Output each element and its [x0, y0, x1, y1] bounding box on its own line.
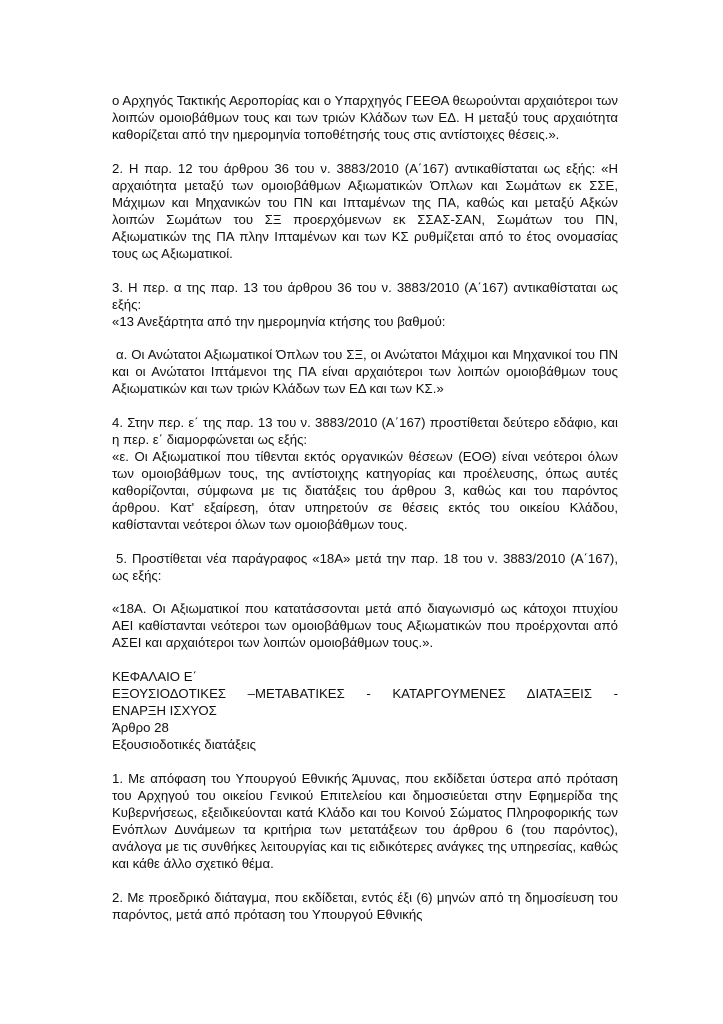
article-28-paragraph-2: 2. Με προεδρικό διάταγμα, που εκδίδεται, εντός έξι (6) μηνών από τη δημοσίευση του παρόντος, μετά από πρόταση του Υπουργού Εθνικής — [112, 890, 618, 922]
paragraph-continuation: ο Αρχηγός Τακτικής Αεροπορίας και ο Υπαρχηγός ΓΕΕΘΑ θεωρούνται αρχαιότεροι των λοιπών ομοιοβάθμων τους και των τριών Κλάδων των ΕΔ. Η μεταξύ τους αρχαιότητα καθορίζεται από την ημερομηνία τοποθέτησής τους στις αντίστοιχες θέσεις.». — [112, 93, 618, 142]
paragraph-5-intro: 5. Προστίθεται νέα παράγραφος «18Α» μετά την παρ. 18 του ν. 3883/2010 (Α΄167), ως εξής: — [112, 551, 618, 583]
article-number: Άρθρο 28 — [112, 720, 169, 735]
paragraph-3-quote-start: «13 Ανεξάρτητα από την ημερομηνία κτήσης του βαθμού: — [112, 314, 446, 329]
paragraph-5-item-18a: «18Α. Οι Αξιωματικοί που κατατάσσονται μετά από διαγωνισμό ως κάτοχοι πτυχίου ΑΕΙ καθίστανται νεότεροι των ομοιοβάθμων τους Αξιωματικών που προέρχονται από ΑΣΕΙ και αρχαιότεροι των λοιπών ομοιοβάθμων τους.». — [112, 601, 618, 650]
article-title: Εξουσιοδοτικές διατάξεις — [112, 737, 257, 752]
chapter-label: ΚΕΦΑΛΑΙΟ Ε΄ — [112, 669, 197, 684]
paragraph-4-block — [112, 414, 618, 533]
document-body — [112, 92, 618, 923]
paragraph-3-item-a: α. Οι Ανώτατοι Αξιωματικοί Όπλων του ΣΞ, οι Ανώτατοι Μάχιμοι και Μηχανικοί του ΠΝ και οι Ανώτατοι Ιπτάμενοι της ΠΑ είναι αρχαιότεροι των λοιπών ομοιοβάθμων τους Αξιωματικών και των τριών Κλάδων των ΕΔ και των ΚΣ.» — [112, 347, 618, 396]
paragraph-3-intro: 3. Η περ. α της παρ. 13 του άρθρου 36 του ν. 3883/2010 (Α΄167) αντικαθίσταται ως εξής: — [112, 280, 618, 312]
paragraph-5-block — [112, 550, 618, 651]
chapter-title-line-2: ΕΝΑΡΞΗ ΙΣΧΥΟΣ — [112, 703, 217, 718]
paragraph-3-block — [112, 279, 618, 397]
chapter-title-line-1: ΕΞΟΥΣΙΟΔΟΤΙΚΕΣ –ΜΕΤΑΒΑΤΙΚΕΣ - ΚΑΤΑΡΓΟΥΜΕΝΕΣ ΔΙΑΤΑΞΕΙΣ - — [112, 686, 618, 701]
chapter-heading — [112, 668, 618, 753]
paragraph-2: 2. Η παρ. 12 του άρθρου 36 του ν. 3883/2010 (Α΄167) αντικαθίσταται ως εξής: «Η αρχαιότητα μεταξύ των ομοιοβάθμων Αξιωματικών Όπλων και Σωμάτων εκ ΣΣΕ, Μάχιμων και Μηχανικών του ΠΝ και Ιπταμένων της ΠΑ, καθώς και μεταξύ Αξκών λοιπών Σωμάτων του ΣΞ προερχόμενων εκ ΣΣΑΣ-ΣΑΝ, Σωμάτων του ΠΝ, Αξιωματικών της ΠΑ πλην Ιπταμένων και των ΚΣ ρυθμίζεται από το έτος ονομασίας τους ως Αξιωματικοί. — [112, 161, 618, 261]
paragraph-4-intro: 4. Στην περ. ε΄ της παρ. 13 του ν. 3883/2010 (Α΄167) προστίθεται δεύτερο εδάφιο, και η περ. ε΄ διαμορφώνεται ως εξής: — [112, 415, 618, 447]
article-28-paragraph-1: 1. Με απόφαση του Υπουργού Εθνικής Άμυνας, που εκδίδεται ύστερα από πρόταση του Αρχηγού του οικείου Γενικού Επιτελείου και δημοσιεύεται στην Εφημερίδα της Κυβερνήσεως, εξειδικεύονται κατά Κλάδο και του Κοινού Σώματος Πληροφορικής των Ενόπλων Δυνάμεων τα κριτήρια των μετατάξεων του άρθρου 6 (του παρόντος), ανάλογα με τις συνθήκες λειτουργίας και τις ειδικότερες ανάγκες της υπηρεσίας, καθώς και κάθε άλλο σχετικό θέμα. — [112, 771, 618, 871]
paragraph-4-item-e: «ε. Οι Αξιωματικοί που τίθενται εκτός οργανικών θέσεων (ΕΟΘ) είναι νεότεροι όλων των ομοιοβάθμων τους, της αντίστοιχης κατηγορίας και προέλευσης, όπως αυτές καθορίζονται, σύμφωνα με τις διατάξεις του άρθρου 3, καθώς και του παρόντος άρθρου. Κατ' εξαίρεση, όταν υπηρετούν σε θέσεις εκτός του οικείου Κλάδου, καθίστανται νεότεροι όλων των ομοιοβάθμων τους. — [112, 449, 618, 532]
